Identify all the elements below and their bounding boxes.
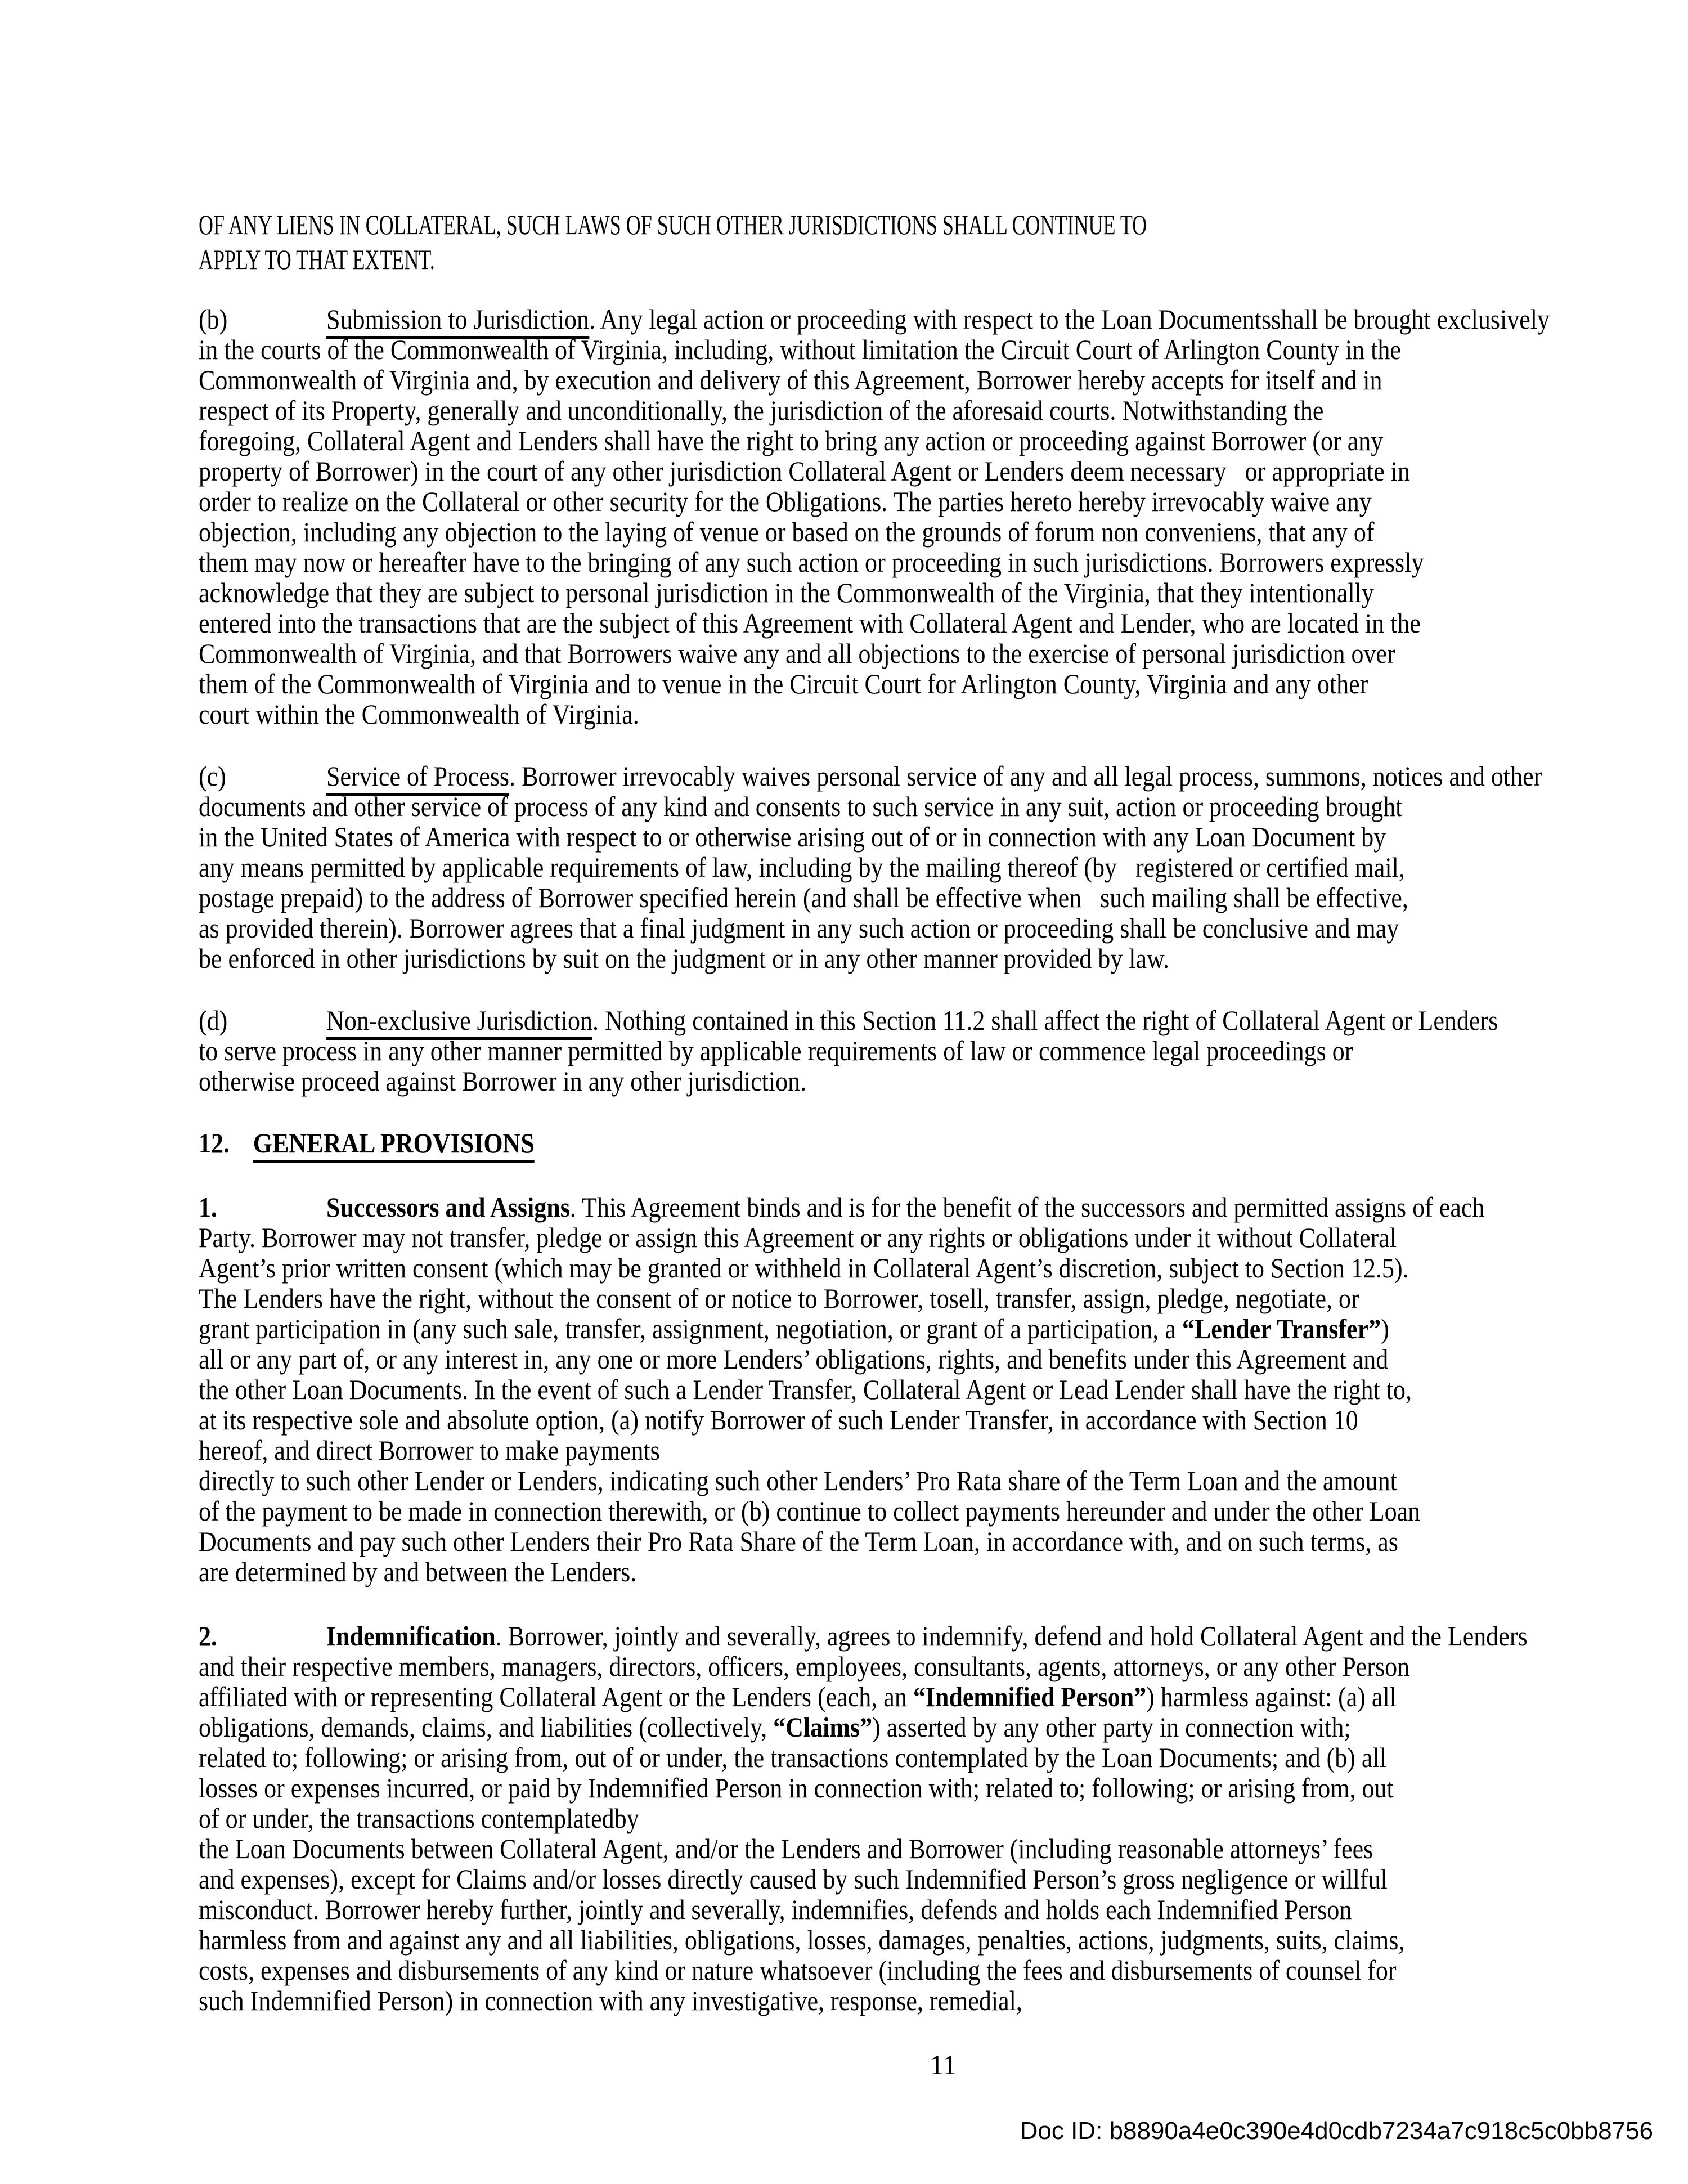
section-12-heading-line (199, 1128, 1509, 1158)
text-line: losses or expenses incurred, or paid by Indemnified Person in connection with; related to; following; or arising from, out (199, 1772, 1394, 1804)
paragraph-c-first-line (199, 760, 1542, 792)
text-line: are determined by and between the Lenders. (199, 1556, 637, 1587)
text-line: in the United States of America with respect to or otherwise arising out of or in connection with any Loan Document by (199, 821, 1386, 853)
section-12-heading (199, 1128, 1688, 1158)
text-line: objection, including any objection to the laying of venue or based on the grounds of forum non conveniens, that any of (199, 516, 1375, 548)
text-line: foregoing, Collateral Agent and Lenders shall have the right to bring any action or proceeding against Borrower (or any (199, 425, 1384, 456)
text-line: and expenses), except for Claims and/or losses directly caused by such Indemnified Person’s gross negligence or willful (199, 1863, 1388, 1895)
paragraph-2-number: 2. (199, 1620, 217, 1652)
paragraph-1-first-line (199, 1192, 1509, 1222)
paragraph-b-text: . Any legal action or proceeding with respect to the Loan Documentsshall be brought exclusively (589, 303, 1550, 335)
text-line: them of the Commonwealth of Virginia and to venue in the Circuit Court for Arlington County, Virginia and any other (199, 668, 1368, 699)
text-line: Commonwealth of Virginia, and that Borrowers waive any and all objections to the exercise of personal jurisdiction over (199, 638, 1395, 669)
section-12-title: GENERAL PROVISIONS (253, 1127, 535, 1163)
text-line: to serve process in any other manner permitted by applicable requirements of law or commence legal proceedings or (199, 1035, 1353, 1066)
paragraph-b (199, 304, 1688, 729)
text-line: at its respective sole and absolute option, (a) notify Borrower of such Lender Transfer, in accordance with Section 10 (199, 1404, 1358, 1436)
paragraph-2-indemnification (199, 1621, 1688, 2016)
text-line: court within the Commonwealth of Virginia. (199, 698, 639, 730)
paragraph-b-lines (199, 334, 1688, 729)
text-line: all or any part of, or any interest in, any one or more Lenders’ obligations, rights, and benefits under this Agreement and (199, 1343, 1389, 1375)
text-line: of the payment to be made in connection therewith, or (b) continue to collect payments hereunder and under the other Loan (199, 1495, 1421, 1527)
text-line: be enforced in other jurisdictions by suit on the judgment or in any other manner provided by law. (199, 943, 1169, 974)
text-line: property of Borrower) in the court of any other jurisdiction Collateral Agent or Lenders deem necessary or appropriate in (199, 455, 1410, 487)
paragraph-c-label: (c) (199, 760, 226, 792)
paragraph-b-label: (b) (199, 303, 228, 335)
paragraph-1-text: . This Agreement binds and is for the benefit of the successors and permitted assigns of each (569, 1191, 1485, 1223)
text-line: the other Loan Documents. In the event of such a Lender Transfer, Collateral Agent or Lead Lender shall have the right to, (199, 1374, 1412, 1405)
paragraph-1-lines (199, 1222, 1688, 1587)
text-line: Documents and pay such other Lenders their Pro Rata Share of the Term Loan, in accordance with, and on such terms, as (199, 1526, 1398, 1557)
paragraph-b-first-line (199, 303, 1550, 335)
text-line: The Lenders have the right, without the consent of or notice to Borrower, tosell, transfer, assign, pledge, negotiate, or (199, 1282, 1359, 1314)
text-line: as provided therein). Borrower agrees that a final judgment in any such action or proceeding shall be conclusive and may (199, 912, 1399, 944)
paragraph-2-title: Indemnification (326, 1620, 496, 1652)
text-line: such Indemnified Person) in connection with any investigative, response, remedial, (199, 1985, 1022, 2016)
paragraph-1-number: 1. (199, 1191, 217, 1223)
text-line: harmless from and against any and all liabilities, obligations, losses, damages, penalties, actions, judgments, suits, claims, (199, 1924, 1405, 1956)
text-line: OF ANY LIENS IN COLLATERAL, SUCH LAWS OF SUCH OTHER JURISDICTIONS SHALL CONTINUE TO (199, 209, 1147, 240)
text-line: in the courts of the Commonwealth of Virginia, including, without limitation the Circuit Court of Arlington County in the (199, 334, 1401, 365)
document-body (199, 207, 1688, 2080)
text-line: postage prepaid) to the address of Borrower specified herein (and shall be effective when such mailing shall be effective, (199, 882, 1408, 913)
paragraph-b-title: Submission to Jurisdiction (326, 303, 589, 339)
paragraph-d-lines (199, 1035, 1688, 1096)
section-12-number: 12. (199, 1127, 230, 1159)
text-line: respect of its Property, generally and unconditionally, the jurisdiction of the aforesaid courts. Notwithstanding the (199, 394, 1324, 426)
text-line: related to; following; or arising from, out of or under, the transactions contemplated by the Loan Documents; and (b) all (199, 1742, 1386, 1773)
continuation-heading (199, 207, 1688, 277)
text-line: and their respective members, managers, directors, officers, employees, consultants, agents, attorneys, or any other Person (199, 1651, 1410, 1682)
text-line: hereof, and direct Borrower to make payments (199, 1434, 660, 1466)
paragraph-d (199, 1005, 1688, 1096)
page-number: 11 (930, 2049, 957, 2080)
text-line: acknowledge that they are subject to personal jurisdiction in the Commonwealth of the Virginia, that they intentionally (199, 577, 1374, 608)
text-line: documents and other service of process of any kind and consents to such service in any suit, action or proceeding brought (199, 791, 1403, 822)
paragraph-2-first-line (199, 1620, 1528, 1652)
doc-id: Doc ID: b8890a4e0c390e4d0cdb7234a7c918c5c0bb8756 (1020, 2117, 1653, 2145)
text-line: obligations, demands, claims, and liabilities (collectively, “Claims”) asserted by any other party in connection with; (199, 1711, 1351, 1743)
text-line: grant participation in (any such sale, transfer, assignment, negotiation, or grant of a participation, a “Lender Transfer”) (199, 1313, 1389, 1344)
paragraph-d-label: (d) (199, 1004, 228, 1036)
text-line: affiliated with or representing Collateral Agent or the Lenders (each, an “Indemnified Person”) harmless against: (a) all (199, 1681, 1397, 1712)
text-line: of or under, the transactions contemplatedby (199, 1802, 639, 1834)
text-line: Commonwealth of Virginia and, by execution and delivery of this Agreement, Borrower hereby accepts for itself and in (199, 364, 1382, 396)
text-line: any means permitted by applicable requirements of law, including by the mailing thereof (by registered or certified mail, (199, 851, 1405, 883)
text-line: costs, expenses and disbursements of any kind or nature whatsoever (including the fees and disbursements of counsel for (199, 1954, 1397, 1986)
paragraph-d-text: . Nothing contained in this Section 11.2 shall affect the right of Collateral Agent or Lenders (592, 1004, 1498, 1036)
paragraph-d-first-line (199, 1005, 1509, 1035)
paragraph-c-title: Service of Process (326, 760, 509, 796)
text-line: Agent’s prior written consent (which may be granted or withheld in Collateral Agent’s discretion, subject to Section 12.5). (199, 1252, 1409, 1284)
paragraph-d-title: Non-exclusive Jurisdiction (326, 1004, 592, 1040)
text-line: order to realize on the Collateral or other security for the Obligations. The parties hereto hereby irrevocably waive any (199, 486, 1372, 517)
text-line: otherwise proceed against Borrower in any other jurisdiction. (199, 1065, 807, 1097)
paragraph-2-text: . Borrower, jointly and severally, agrees to indemnify, defend and hold Collateral Agent and the Lenders (495, 1620, 1528, 1652)
paragraph-c (199, 761, 1688, 974)
text-line: APPLY TO THAT EXTENT. (199, 244, 435, 275)
paragraph-1-successors (199, 1192, 1688, 1587)
paragraph-2-lines (199, 1651, 1688, 2016)
text-line: directly to such other Lender or Lenders, indicating such other Lenders’ Pro Rata share of the Term Loan and the amount (199, 1465, 1397, 1496)
text-line: the Loan Documents between Collateral Agent, and/or the Lenders and Borrower (including reasonable attorneys’ fees (199, 1833, 1373, 1864)
text-line: misconduct. Borrower hereby further, jointly and severally, indemnifies, defends and holds each Indemnified Person (199, 1894, 1352, 1925)
paragraph-1-title: Successors and Assigns (326, 1191, 570, 1223)
paragraph-c-text: . Borrower irrevocably waives personal service of any and all legal process, summons, notices and other (509, 760, 1542, 792)
text-line: them may now or hereafter have to the bringing of any such action or proceeding in such jurisdictions. Borrowers expressly (199, 546, 1424, 578)
text-line: Party. Borrower may not transfer, pledge or assign this Agreement or any rights or obligations under it without Collateral (199, 1222, 1397, 1253)
paragraph-c-lines (199, 791, 1688, 974)
text-line: entered into the transactions that are the subject of this Agreement with Collateral Agent and Lender, who are located in the (199, 607, 1421, 639)
